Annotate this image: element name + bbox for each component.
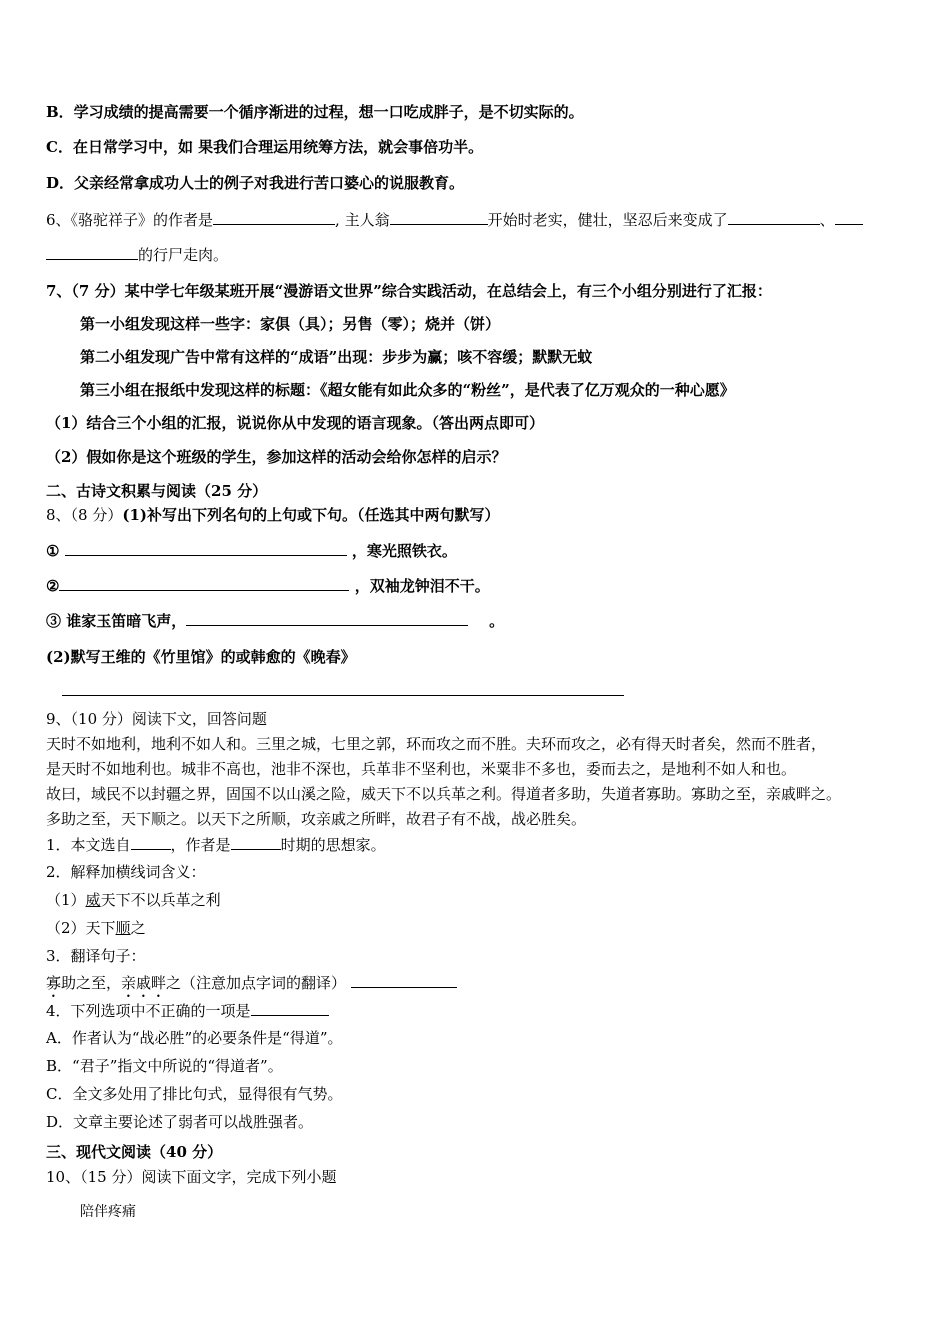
q10-passage-title: 陪伴疼痛 — [80, 1204, 136, 1220]
q9-option-a: A．作者认为“战必胜”的必要条件是“得道”。 — [46, 1029, 343, 1047]
answer-blank[interactable] — [65, 540, 347, 556]
answer-blank[interactable] — [186, 610, 468, 626]
q9-item1: 1．本文选自 ，作者是 时期的思想家。 — [46, 836, 386, 854]
q5-option-c: C．在日常学习中，如 果我们合理运用统筹方法，就会事倍功半。 — [46, 138, 484, 156]
answer-blank[interactable] — [131, 834, 171, 850]
q7-sub1: （1）结合三个小组的汇报，说说你从中发现的语言现象。（答出两点即可） — [46, 414, 544, 432]
answer-blank[interactable] — [46, 244, 138, 260]
q7-stem: 7、（7 分）某中学七年级某班开展“漫游语文世界”综合实践活动，在总结会上，有三个小组分别进行了汇报： — [46, 282, 772, 300]
q9-item3-sentence: 寡助之至，亲戚畔之（注意加点字词的翻译） — [46, 972, 457, 1001]
q8-stem: 8、（8 分）(1)补写出下列名句的上句或下句。（任选其中两句默写） — [46, 506, 500, 524]
q9-text-line4: 多助之至，天下顺之。以天下之所顺，攻亲戚之所畔，故君子有不战，战必胜矣。 — [46, 810, 587, 828]
q9-text-line3: 故曰，域民不以封疆之界，固国不以山溪之险，威天下不以兵革之利。得道者多助，失道者寡助。寡助之至，亲戚畔之。 — [46, 785, 842, 803]
q9-text-line2: 是天时不如地利也。城非不高也，池非不深也，兵革非不坚利也，米粟非不多也，委而去之，是地利不如人和也。 — [46, 760, 797, 778]
answer-blank[interactable] — [213, 209, 335, 225]
answer-blank[interactable] — [728, 209, 820, 225]
q10-stem: 10、（15 分）阅读下面文字，完成下列小题 — [46, 1168, 337, 1186]
q8-part2: (2)默写王维的《竹里馆》的或韩愈的《晚春》 — [46, 648, 356, 666]
answer-blank[interactable] — [59, 575, 349, 591]
section2-heading: 二、古诗文积累与阅读（25 分） — [46, 482, 268, 500]
q9-option-d: D．文章主要论述了弱者可以战胜强者。 — [46, 1113, 314, 1131]
q7-group3: 第三小组在报纸中发现这样的标题：《超女能有如此众多的“粉丝”，是代表了亿万观众的一种心愿》 — [80, 381, 735, 399]
q7-sub2: （2）假如你是这个班级的学生，参加这样的活动会给你怎样的启示？ — [46, 448, 507, 466]
q7-group1: 第一小组发现这样一些字：家俱（具）；另售（零）；烧并（饼） — [80, 315, 501, 333]
q6-line2: 的行尸走肉。 — [46, 244, 228, 266]
q9-item3: 3．翻译句子： — [46, 947, 146, 965]
q6-line1: 6、《骆驼祥子》的作者是 , 主人翁 开始时老实，健壮，坚忍后来变成了 、 — [46, 209, 863, 231]
q9-item4: 4．下列选项中不正确的一项是 — [46, 1000, 329, 1022]
q9-item2-sub2: （2）天下顺之 — [46, 919, 146, 937]
answer-blank[interactable] — [390, 209, 488, 225]
q8-line1: ① ，寒光照铁衣。 — [46, 542, 457, 560]
q9-option-c: C．全文多处用了排比句式，显得很有气势。 — [46, 1085, 343, 1103]
q7-group2: 第二小组发现广告中常有这样的“成语”出现：步步为赢；咳不容缓；默默无蚊 — [80, 348, 593, 366]
q8-line2: ② ，双袖龙钟泪不干。 — [46, 577, 490, 595]
q5-option-b: B．学习成绩的提高需要一个循序渐进的过程，想一口吃成胖子，是不切实际的。 — [46, 103, 584, 121]
q8-answer-line[interactable] — [62, 695, 624, 696]
answer-blank[interactable] — [231, 834, 281, 850]
q9-option-b: B．“君子”指文中所说的“得道者”。 — [46, 1057, 283, 1075]
q9-text-line1: 天时不如地利，地利不如人和。三里之城，七里之郭，环而攻之而不胜。夫环而攻之，必有得天时者矣，然而不胜者， — [46, 735, 827, 753]
answer-blank[interactable] — [251, 1000, 329, 1016]
section3-heading: 三、现代文阅读（40 分） — [46, 1143, 223, 1161]
answer-blank[interactable] — [835, 209, 863, 225]
answer-blank[interactable] — [351, 972, 457, 988]
q9-item2-sub1: （1）威天下不以兵革之利 — [46, 891, 221, 909]
q8-line3: ③ 谁家玉笛暗飞声， 。 — [46, 612, 505, 630]
q5-option-d: D．父亲经常拿成功人士的例子对我进行苦口婆心的说服教育。 — [46, 174, 465, 192]
q9-item2: 2．解释加横线词含义： — [46, 863, 206, 881]
q9-stem: 9、（10 分）阅读下文，回答问题 — [46, 710, 267, 728]
